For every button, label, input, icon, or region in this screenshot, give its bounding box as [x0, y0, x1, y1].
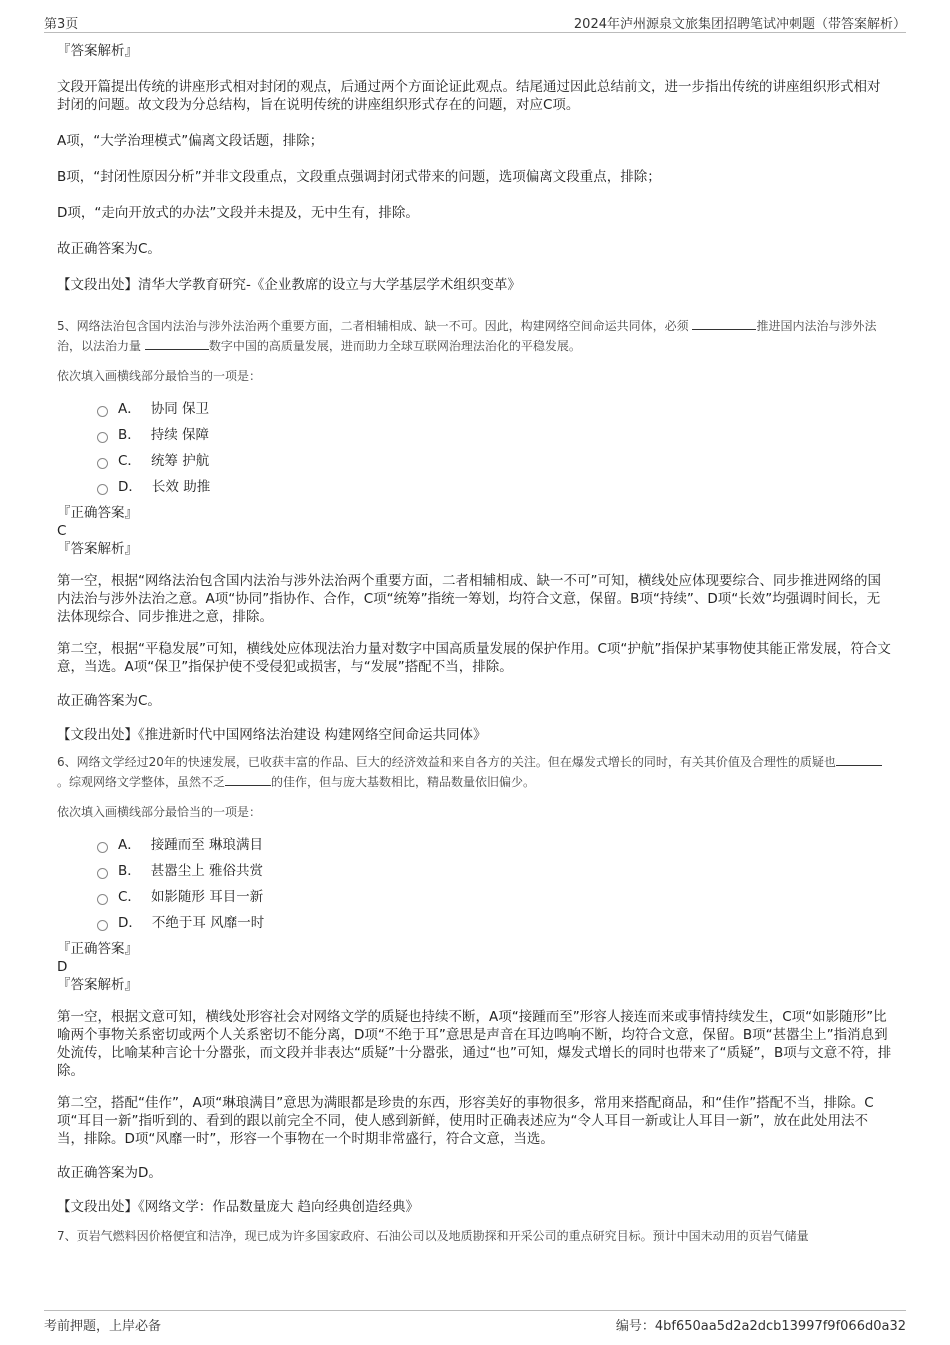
q6-source-text: 《网络文学：作品数量庞大 趋向经典创造经典》 [138, 1199, 420, 1215]
q6-conclusion: 故正确答案为D。 [57, 1165, 162, 1181]
radio-icon[interactable] [97, 894, 108, 905]
q5-source [57, 726, 893, 744]
q6-blank-2 [225, 785, 271, 786]
q6-stem-part3: 的佳作，但与庞大基数相比，精品数量依旧偏少。 [271, 775, 536, 789]
option-letter: D． [118, 479, 142, 495]
q5-source-label: 【文段出处】 [57, 727, 138, 743]
q6-correct-answer: D [57, 959, 68, 975]
option-letter: C． [118, 889, 141, 905]
option-letter: A． [118, 401, 141, 417]
q6-analysis-p1: 第一空，根据文意可知，横线处形容社会对网络文学的质疑也持续不断，A项“接踵而至”形容人接连而来或事情持续发生，C项“如影随形”比喻两个事物关系密切或两个人关系密切不能分离，D项“不绝于耳”意思是声音在耳边鸣响不断，均符合文意，保留。B项“甚嚣尘上”指消息到处流传，比喻某种言论十分嚣张，而文段并非表达“质疑”十分嚣张，通过“也”可知，爆发式增长的同时也带来了“质疑”，B项与文意不符，排除。 [57, 1009, 892, 1079]
option-text: 统筹 护航 [150, 453, 210, 469]
q5-blank-1 [692, 329, 756, 330]
q5-option-d[interactable] [97, 474, 893, 500]
option-text: 长效 助推 [151, 479, 211, 495]
radio-icon[interactable] [97, 920, 108, 931]
footer-slogan: 考前押题，上岸必备 [44, 1319, 162, 1334]
q5-options [97, 396, 893, 500]
option-letter: B． [118, 863, 141, 879]
radio-icon[interactable] [97, 868, 108, 879]
q4-analysis-p1: 文段开篇提出传统的讲座形式相对封闭的观点，后通过两个方面论证此观点。结尾通过因此总结前文，进一步指出传统的讲座组织形式相对封闭的问题。故文段为分总结构，旨在说明传统的讲座组织形式存在的问题，对应C项。 [57, 79, 881, 113]
option-letter: D． [118, 915, 142, 931]
q5-analysis-label: 『答案解析』 [57, 541, 138, 557]
footer-code-label: 编号： [615, 1319, 655, 1334]
q5-stem-part3: 数字中国的高质量发展，进而助力全球互联网治理法治化的平稳发展。 [208, 339, 581, 353]
option-text: 不绝于耳 风靡一时 [151, 915, 265, 931]
q5-correct-answer: C [57, 523, 67, 539]
q5-conclusion: 故正确答案为C。 [57, 693, 161, 709]
page-footer [44, 1310, 906, 1335]
option-text: 协同 保卫 [150, 401, 210, 417]
q4-source [57, 276, 893, 294]
radio-icon[interactable] [97, 484, 108, 495]
option-text: 接踵而至 琳琅满目 [150, 837, 264, 853]
q6-correct-label: 『正确答案』 [57, 941, 138, 957]
q5-source-text: 《推进新时代中国网络法治建设 构建网络空间命运共同体》 [138, 727, 487, 743]
q6-analysis-label: 『答案解析』 [57, 977, 138, 993]
q5-option-a[interactable] [97, 396, 893, 422]
q5-correct-label: 『正确答案』 [57, 505, 138, 521]
q4-analysis-label: 『答案解析』 [57, 43, 138, 59]
q5-analysis-p1: 第一空，根据“网络法治包含国内法治与涉外法治两个重要方面，二者相辅相成、缺一不可”可知，横线处应体现要综合、同步推进网络的国内法治与涉外法治之意。A项“协同”指协作、合作，C项“统筹”指统一筹划，均符合文意，保留。B项“持续”、D项“长效”均强调时间长，无法体现综合、同步推进之意，排除。 [57, 573, 881, 625]
option-text: 如影随形 耳目一新 [150, 889, 264, 905]
q5-blank-2 [145, 349, 209, 350]
q6-blank-1 [836, 765, 882, 766]
document-title: 2024年泸州源泉文旅集团招聘笔试冲刺题（带答案解析） [573, 17, 906, 32]
q6-stem [57, 752, 893, 792]
q6-option-d[interactable] [97, 910, 893, 936]
main-content [57, 42, 893, 1246]
q5-stem [57, 316, 893, 356]
page-header [44, 10, 906, 33]
q5-stem-part1: 5、网络法治包含国内法治与涉外法治两个重要方面，二者相辅相成、缺一不可。因此，构建网络空间命运共同体，必须 [57, 319, 689, 333]
q4-source-text: 清华大学教育研究-《企业教席的设立与大学基层学术组织变革》 [138, 277, 521, 293]
q6-option-a[interactable] [97, 832, 893, 858]
option-letter: A． [118, 837, 141, 853]
q4-analysis-b: B项，“封闭性原因分析”并非文段重点，文段重点强调封闭式带来的问题，选项偏离文段重点，排除； [57, 169, 661, 185]
page-number: 第3页 [44, 17, 79, 32]
q4-conclusion: 故正确答案为C。 [57, 241, 161, 257]
q6-options [97, 832, 893, 936]
q6-instruction: 依次填入画横线部分最恰当的一项是： [57, 805, 262, 819]
option-text: 持续 保障 [150, 427, 210, 443]
radio-icon[interactable] [97, 432, 108, 443]
q4-source-label: 【文段出处】 [57, 277, 138, 293]
option-letter: C． [118, 453, 141, 469]
q5-analysis-p2: 第二空，根据“平稳发展”可知，横线处应体现法治力量对数字中国高质量发展的保护作用。C项“护航”指保护某事物使其能正常发展，符合文意，当选。A项“保卫”指保护使不受侵犯或损害，与“发展”搭配不当，排除。 [57, 641, 891, 675]
radio-icon[interactable] [97, 458, 108, 469]
q6-source [57, 1198, 893, 1216]
option-letter: B． [118, 427, 141, 443]
q6-stem-part2: 。综观网络文学整体，虽然不乏 [57, 775, 226, 789]
q6-stem-part1: 6、网络文学经过20年的快速发展，已收获丰富的作品、巨大的经济效益和来自各方的关注。但在爆发式增长的同时，有关其价值及合理性的质疑也 [57, 755, 836, 769]
q4-analysis-d: D项，“走向开放式的办法”文段并未提及，无中生有，排除。 [57, 205, 419, 221]
q5-option-b[interactable] [97, 422, 893, 448]
footer-code [616, 1315, 906, 1334]
radio-icon[interactable] [97, 406, 108, 417]
q7-stem: 7、页岩气燃料因价格便宜和洁净，现已成为许多国家政府、石油公司以及地质勘探和开采公司的重点研究目标。预计中国未动用的页岩气储量 [57, 1229, 809, 1243]
q6-analysis-p2: 第二空，搭配“佳作”，A项“琳琅满目”意思为满眼都是珍贵的东西，形容美好的事物很多，常用来搭配商品，和“佳作”搭配不当，排除。C项“耳目一新”指听到的、看到的跟以前完全不同，使人感到新鲜，使用时正确表述应为“令人耳目一新或让人耳目一新”，放在此处用法不当，排除。D项“风靡一时”，形容一个事物在一个时期非常盛行，符合文意，当选。 [57, 1095, 874, 1147]
q6-option-c[interactable] [97, 884, 893, 910]
q4-analysis-a: A项，“大学治理模式”偏离文段话题，排除； [57, 133, 324, 149]
footer-code-value: 4bf650aa5d2a2dcb13997f9f066d0a32 [654, 1319, 906, 1334]
radio-icon[interactable] [97, 842, 108, 853]
q5-instruction: 依次填入画横线部分最恰当的一项是： [57, 369, 262, 383]
q5-option-c[interactable] [97, 448, 893, 474]
q5-stem-part2: 推进国内法治与涉外法治，以法治力量 [57, 319, 877, 353]
q6-source-label: 【文段出处】 [57, 1199, 138, 1215]
option-text: 甚嚣尘上 雅俗共赏 [150, 863, 264, 879]
q6-option-b[interactable] [97, 858, 893, 884]
